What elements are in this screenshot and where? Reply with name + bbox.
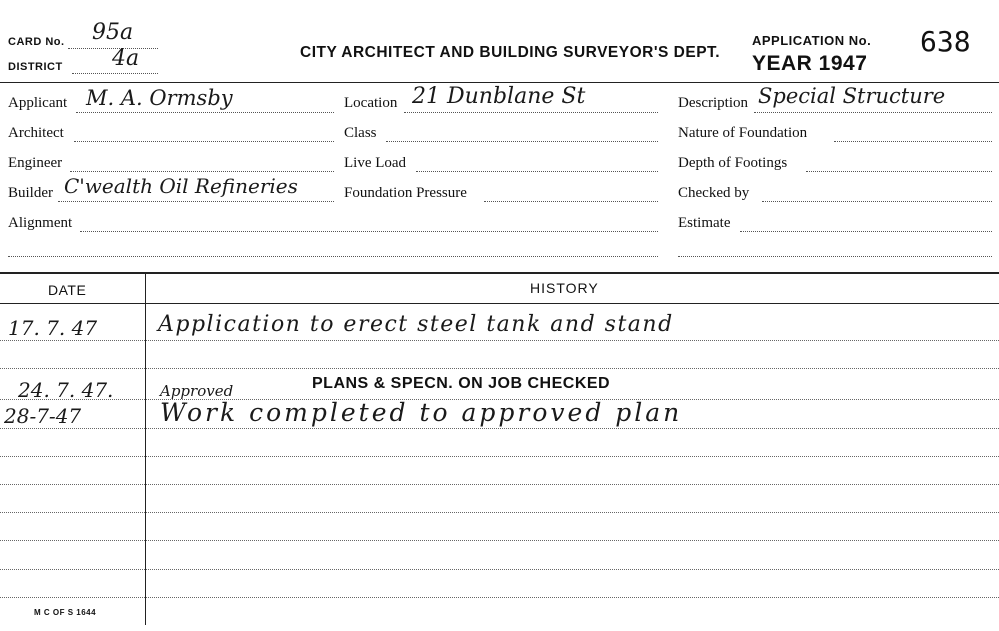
- alignment-dots: [80, 231, 658, 232]
- location-label: Location: [344, 95, 398, 111]
- blank-line-col1: [8, 256, 658, 257]
- foundation-pressure-dots: [484, 201, 658, 202]
- nature-of-foundation-dots: [834, 141, 992, 142]
- application-number: 638: [920, 25, 971, 58]
- header-divider: [0, 82, 999, 83]
- engineer-label: Engineer: [8, 155, 63, 171]
- location-value: 21 Dunblane St: [412, 84, 586, 109]
- builder-value: C'wealth Oil Refineries: [64, 174, 298, 198]
- table-row-date: 17. 7. 47: [8, 316, 98, 340]
- builder-dots: [58, 201, 334, 202]
- class-label: Class: [344, 125, 377, 141]
- estimate-dots: [740, 231, 992, 232]
- description-dots: [754, 112, 992, 113]
- alignment-label: Alignment: [8, 215, 73, 231]
- blank-line-col3: [678, 256, 992, 257]
- description-value: Special Structure: [758, 84, 946, 108]
- checked-by-dots: [762, 201, 992, 202]
- ruled-line: [0, 456, 999, 457]
- table-row-history: Application to erect steel tank and stand: [158, 312, 674, 337]
- table-header-divider: [0, 303, 999, 304]
- ruled-line: [0, 512, 999, 513]
- engineer-dots: [70, 171, 334, 172]
- card-no-label: CARD No.: [8, 36, 65, 48]
- ruled-line: [0, 340, 999, 341]
- description-label: Description: [678, 95, 748, 111]
- estimate-label: Estimate: [678, 215, 731, 231]
- ruled-line: [0, 540, 999, 541]
- builder-label: Builder: [8, 185, 53, 201]
- table-column-divider: [145, 273, 146, 625]
- ruled-line: [0, 569, 999, 570]
- district-value: 4a: [112, 46, 140, 71]
- ruled-line: [0, 484, 999, 485]
- ruled-line: [0, 428, 999, 429]
- table-row-date: 24. 7. 47.: [18, 378, 114, 402]
- table-row-history: Work completed to approved plan: [160, 398, 683, 427]
- live-load-label: Live Load: [344, 155, 407, 171]
- depth-of-footings-dots: [806, 171, 992, 172]
- architect-dots: [74, 141, 334, 142]
- table-row-history: Approved: [160, 382, 234, 400]
- foundation-pressure-label: Foundation Pressure: [344, 185, 467, 201]
- date-column-header: DATE: [48, 282, 87, 298]
- table-top-border: [0, 272, 999, 274]
- depth-of-footings-label: Depth of Footings: [678, 155, 788, 171]
- department-title: CITY ARCHITECT AND BUILDING SURVEYOR'S DEPT.: [300, 44, 721, 61]
- checked-by-label: Checked by: [678, 185, 750, 201]
- applicant-dots: [76, 112, 334, 113]
- live-load-dots: [416, 171, 658, 172]
- card-no-value: 95a: [92, 20, 134, 45]
- district-label: DISTRICT: [8, 61, 63, 73]
- ruled-line: [0, 597, 999, 598]
- year-label: YEAR 1947: [752, 52, 868, 75]
- class-dots: [386, 141, 658, 142]
- ruled-line: [0, 368, 999, 369]
- architect-label: Architect: [8, 125, 64, 141]
- nature-of-foundation-label: Nature of Foundation: [678, 125, 808, 141]
- applicant-label: Applicant: [8, 95, 68, 111]
- table-row-date: 28-7-47: [4, 404, 82, 428]
- district-dots: [72, 73, 158, 74]
- form-code: M C OF S 1644: [34, 608, 97, 617]
- applicant-value: M. A. Ormsby: [86, 86, 233, 110]
- history-column-header: HISTORY: [530, 280, 599, 296]
- checked-stamp: PLANS & SPECN. ON JOB CHECKED: [312, 375, 611, 392]
- application-no-label: APPLICATION No.: [752, 33, 872, 48]
- location-dots: [404, 112, 658, 113]
